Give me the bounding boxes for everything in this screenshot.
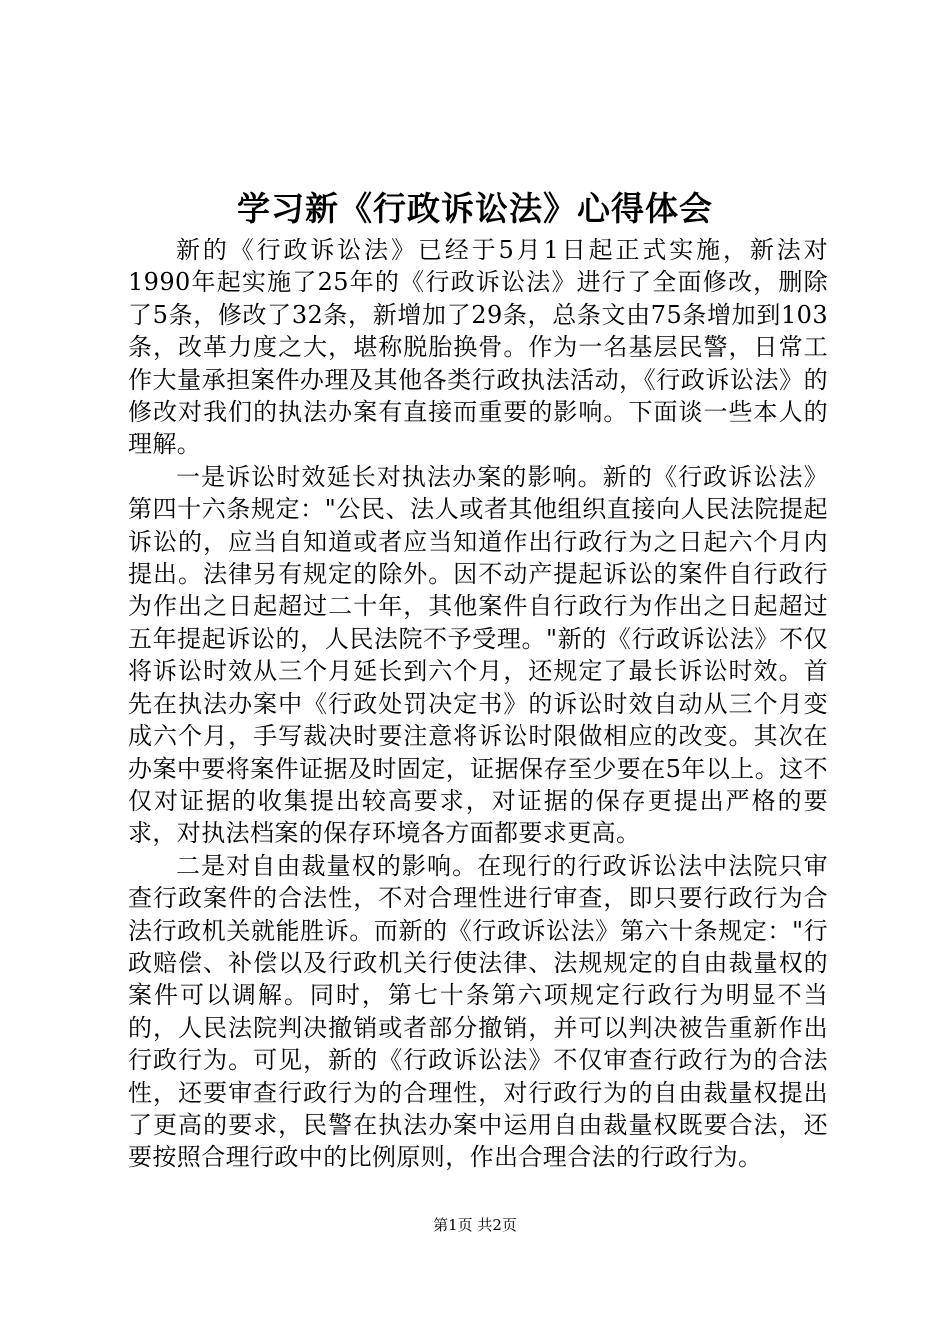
document-body <box>128 234 828 1174</box>
page-number-footer: 第1页 共2页 <box>433 1216 517 1234</box>
document-title: 学习新《行政诉讼法》心得体会 <box>237 189 713 228</box>
paragraph-statute-of-limitations: 一是诉讼时效延长对执法办案的影响。新的《行政诉讼法》第四十六条规定："公民、法人或者其他组织直接向人民法院提起诉讼的，应当自知道或者应当知道作出行政行为之日起六个月内提出。法律另有规定的除外。因不动产提起诉讼的案件自行政行为作出之日起超过二十年，其他案件自行政行为作出之日起超过五年提起诉讼的，人民法院不予受理。"新的《行政诉讼法》不仅将诉讼时效从三个月延长到六个月，还规定了最长诉讼时效。首先在执法办案中《行政处罚决定书》的诉讼时效自动从三个月变成六个月，手写裁决时要注意将诉讼时限做相应的改变。其次在办案中要将案件证据及时固定，证据保存至少要在5年以上。这不仅对证据的收集提出较高要求，对证据的保存更提出严格的要求，对执法档案的保存环境各方面都要求更高。 <box>128 462 828 848</box>
paragraph-discretionary-power: 二是对自由裁量权的影响。在现行的行政诉讼法中法院只审查行政案件的合法性，不对合理性进行审查，即只要行政行为合法行政机关就能胜诉。而新的《行政诉讼法》第六十条规定："行政赔偿、补偿以及行政机关行使法律、法规规定的自由裁量权的案件可以调解。同时，第七十条第六项规定行政行为明显不当的，人民法院判决撤销或者部分撤销，并可以判决被告重新作出行政行为。可见，新的《行政诉讼法》不仅审查行政行为的合法性，还要审查行政行为的合理性，对行政行为的自由裁量权提出了更高的要求，民警在执法办案中运用自由裁量权既要合法，还要按照合理行政中的比例原则，作出合理合法的行政行为。 <box>128 851 828 1172</box>
paragraph-intro: 新的《行政诉讼法》已经于5月1日起正式实施，新法对1990年起实施了25年的《行政诉讼法》进行了全面修改，删除了5条，修改了32条，新增加了29条，总条文由75条增加到103条，改革力度之大，堪称脱胎换骨。作为一名基层民警，日常工作大量承担案件办理及其他各类行政执法活动，《行政诉讼法》的修改对我们的执法办案有直接而重要的影响。下面谈一些本人的理解。 <box>128 236 828 459</box>
